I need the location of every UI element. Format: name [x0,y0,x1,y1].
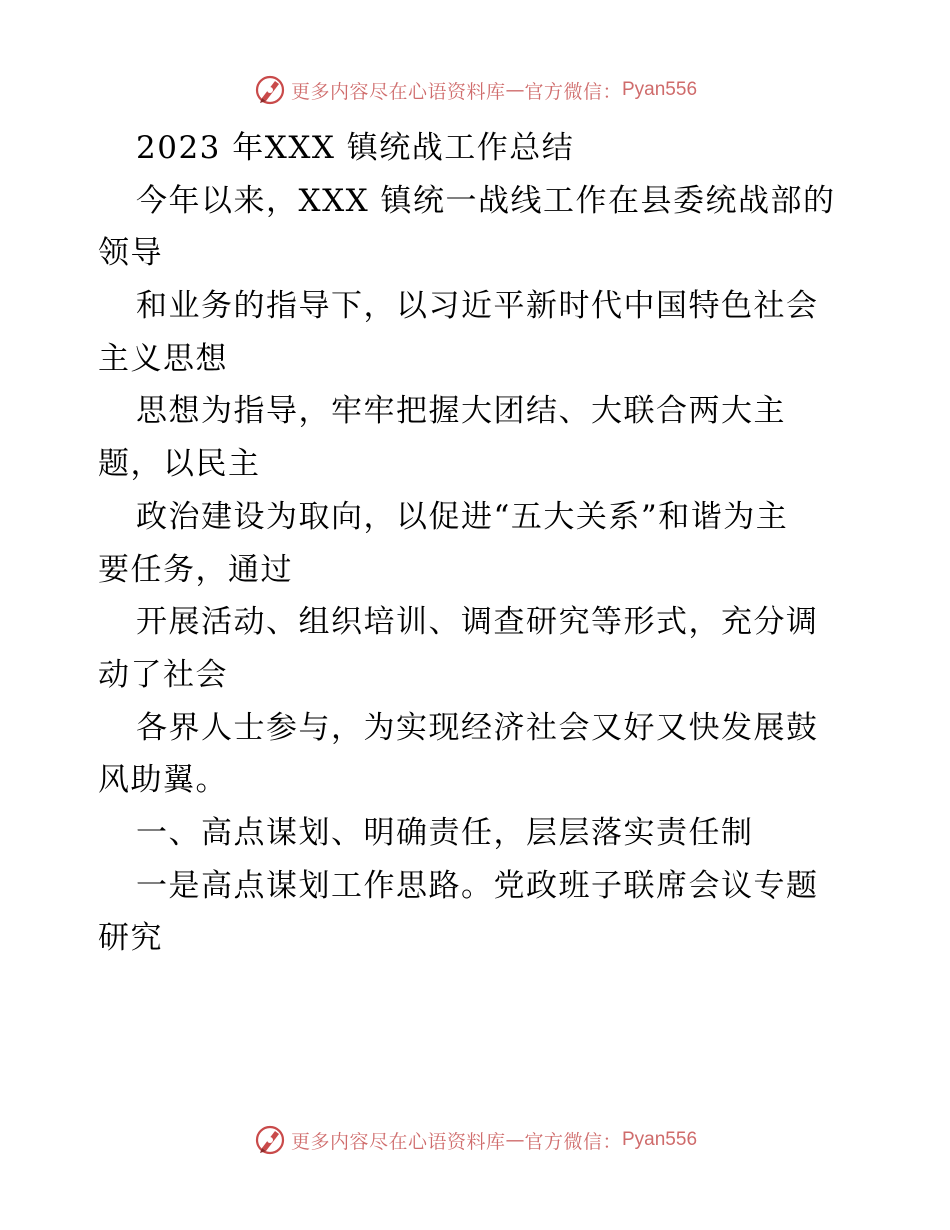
text-line: 思想为指导，牢牢把握大团结、大联合两大主 [136,393,786,430]
text-line: 题，以民主 [98,446,261,483]
section-heading: 一、高点谋划、明确责任，层层落实责任制 [136,814,754,851]
watermark-text: 更多内容尽在心语资料库 [290,1130,506,1153]
text-line: 政治建设为取向，以促进“五大关系”和谐为主 [136,498,789,535]
text-line: 领导 [98,235,163,272]
footer-watermark [0,1120,950,1160]
watermark-label: 官方微信： [524,80,622,103]
pen-logo-icon [253,1123,287,1157]
text-line: 各界人士参与，为实现经济社会又好又快发展鼓 [136,709,819,746]
watermark-id: Pyan556 [622,79,698,100]
text-line: 一是高点谋划工作思路。党政班子联席会议专题 [136,867,819,904]
header-watermark [0,70,950,110]
watermark-dash: — [505,79,525,101]
document-title: 2023 年XXX 镇统战工作总结 [136,130,575,166]
text-line: 研究 [98,920,163,957]
text-line: 动了社会 [98,656,228,693]
text-line: 开展活动、组织培训、调查研究等形式，充分调 [136,604,819,641]
watermark-dash: — [505,1129,525,1151]
watermark-id: Pyan556 [622,1129,698,1150]
text-line: 主义思想 [98,340,228,377]
text-line: 要任务，通过 [98,551,293,588]
watermark-text: 更多内容尽在心语资料库 [290,80,506,103]
watermark-label: 官方微信： [524,1130,622,1153]
document-body [98,122,858,965]
text-line: 今年以来，XXX 镇统一战线工作在县委统战部的 [136,182,836,219]
text-line: 风助翼。 [98,762,228,799]
pen-logo-icon [253,73,287,107]
text-line: 和业务的指导下，以习近平新时代中国特色社会 [136,288,819,325]
